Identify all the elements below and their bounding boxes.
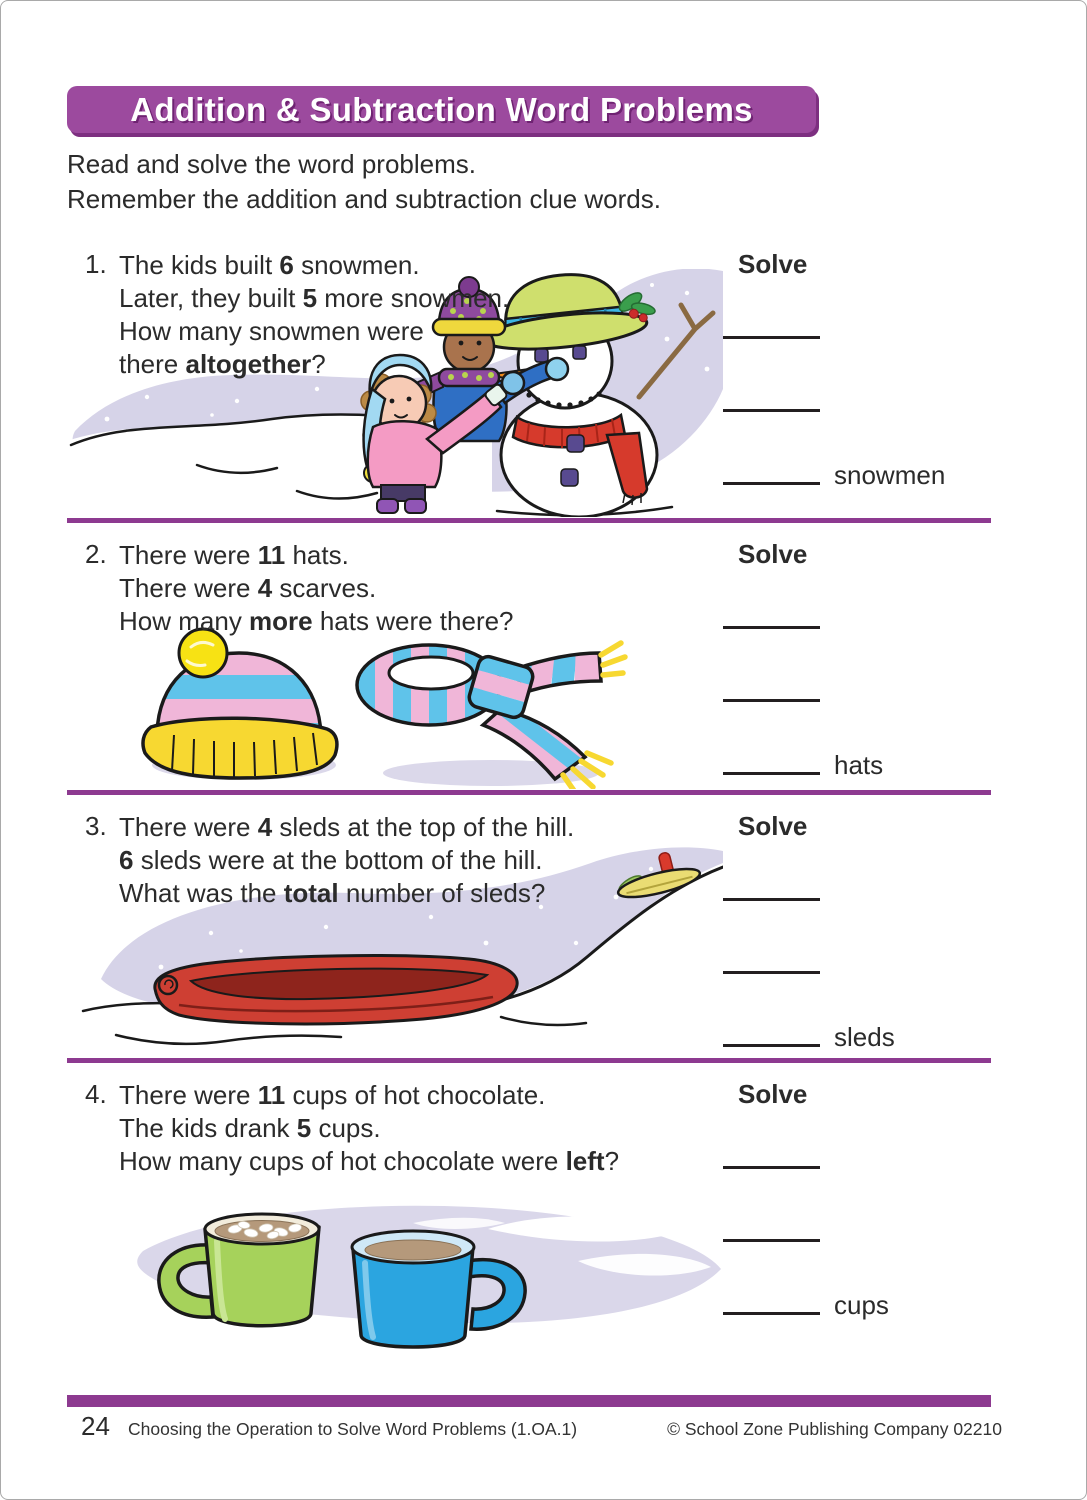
problem-number: 3. (85, 811, 107, 841)
answer-blank-1[interactable] (723, 626, 820, 629)
section-divider (67, 1058, 991, 1063)
answer-unit: snowmen (834, 460, 946, 490)
answer-unit: sleds (834, 1022, 895, 1052)
instruction-line: Remember the addition and subtraction clue words. (67, 184, 661, 214)
page-title: Addition & Subtraction Word Problems (130, 90, 753, 128)
problem-text: The kids built 6 snowmen. Later, they built 5 more snowmen. How many snowmen were there altogether? (119, 250, 510, 379)
answer-blank-2[interactable] (723, 971, 820, 974)
answer-blank-1[interactable] (723, 898, 820, 901)
problem-text: There were 11 cups of hot chocolate. The kids drank 5 cups. How many cups of hot chocolate were left? (119, 1080, 620, 1176)
problem-number: 2. (85, 539, 107, 569)
winter-hat-and-scarf-illustration (129, 623, 629, 789)
answer-blank-1[interactable] (723, 336, 820, 339)
instructions (67, 147, 661, 217)
problem-1 (1, 241, 1086, 521)
section-divider (67, 790, 991, 795)
solve-label: Solve (738, 1079, 808, 1109)
answer-blank-2[interactable] (723, 1239, 820, 1242)
answer-unit: cups (834, 1290, 889, 1320)
section-divider (67, 518, 991, 523)
answer-unit: hats (834, 750, 884, 780)
solve-label: Solve (738, 811, 808, 841)
problem-2 (1, 531, 1086, 791)
answer-blank-1[interactable] (723, 1166, 820, 1169)
page-number: 24 (81, 1411, 110, 1441)
answer-blank-2[interactable] (723, 699, 820, 702)
footer-copyright: © School Zone Publishing Company 02210 (667, 1419, 1002, 1439)
solve-label: Solve (738, 249, 808, 279)
problem-4 (1, 1071, 1086, 1401)
problem-text: There were 11 hats. There were 4 scarves. How many more hats were there? (119, 540, 514, 636)
two-mugs-of-hot-chocolate-illustration (113, 1189, 773, 1351)
problem-number: 4. (85, 1079, 107, 1109)
footer-caption: Choosing the Operation to Solve Word Problems (1.OA.1) (128, 1419, 578, 1439)
answer-blank-3[interactable] (723, 772, 820, 775)
problem-text: There were 4 sleds at the top of the hill. 6 sleds were at the bottom of the hill. What was the total number of sleds? (119, 812, 575, 908)
problem-3 (1, 803, 1086, 1058)
solve-label: Solve (738, 539, 808, 569)
instruction-line: Read and solve the word problems. (67, 149, 477, 179)
footer-bar (67, 1395, 991, 1407)
answer-blank-2[interactable] (723, 409, 820, 412)
page-title-banner (67, 86, 816, 133)
answer-blank-3[interactable] (723, 1044, 820, 1047)
answer-blank-3[interactable] (723, 1312, 820, 1315)
answer-blank-3[interactable] (723, 482, 820, 485)
problem-number: 1. (85, 249, 107, 279)
